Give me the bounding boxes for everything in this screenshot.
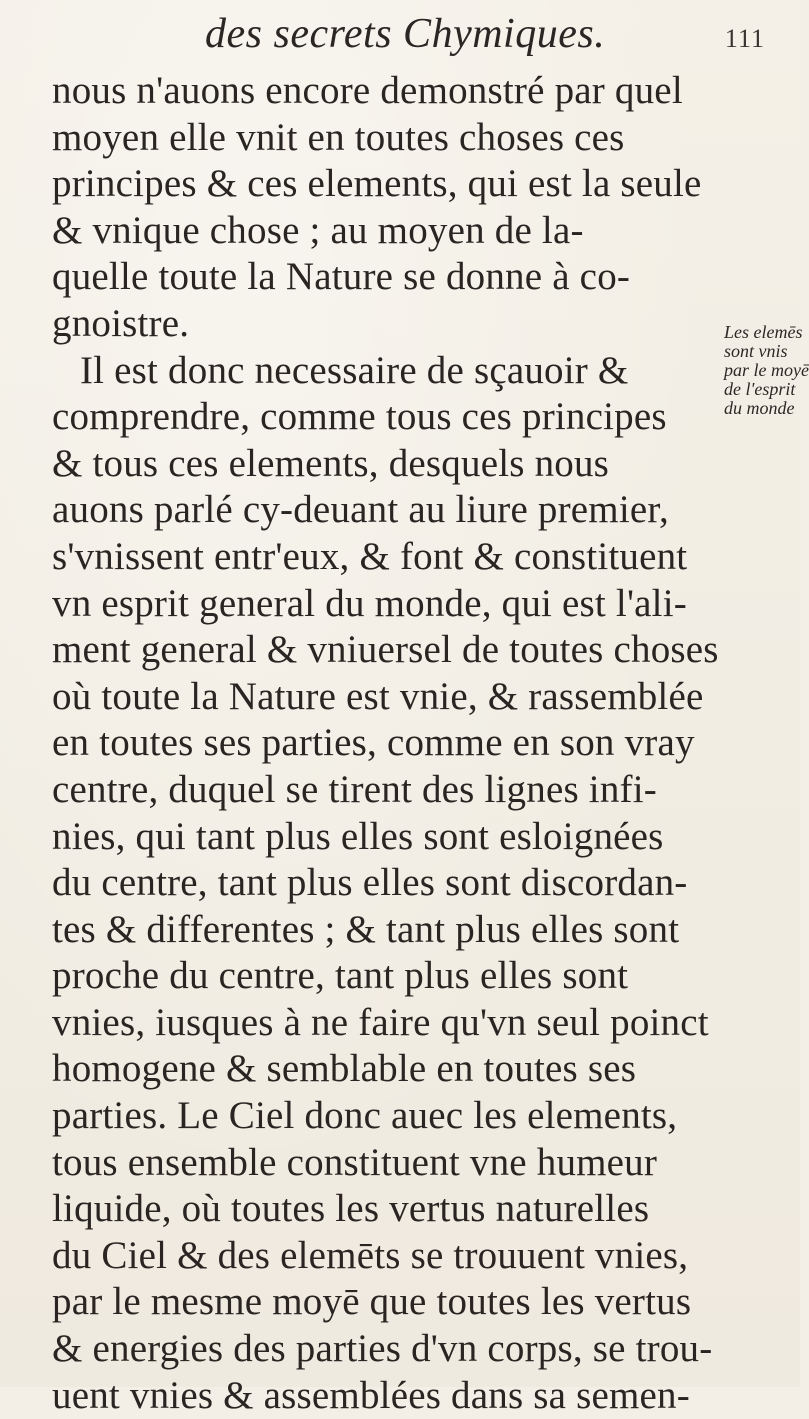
text-line: liquide, où toutes les vertus naturelles	[52, 1187, 650, 1231]
page-number: 111	[724, 24, 765, 53]
text-line: quelle toute la Nature se donne à co-	[52, 255, 631, 299]
text-line: Il est donc necessaire de sçauoir &	[80, 348, 629, 392]
text-line: gnoistre.	[52, 301, 190, 345]
text-line: & vnique chose ; au moyen de la-	[52, 208, 584, 252]
text-line: nous n'auons encore demonstré par quel	[52, 69, 683, 112]
text-line: uent vnies & assemblées dans sa semen-	[52, 1373, 690, 1417]
text-line: s'vnissent entr'eux, & font & constituent	[52, 534, 688, 578]
margin-note-line: du monde	[724, 398, 795, 418]
text-line: tes & differentes ; & tant plus elles sont	[52, 907, 680, 951]
text-line: moyen elle vnit en toutes choses ces	[52, 115, 625, 159]
text-line: principes & ces elements, qui est la seule	[52, 162, 702, 206]
text-line: par le mesme moyē que toutes les vertus	[52, 1280, 692, 1324]
text-line: du centre, tant plus elles sont discordan-	[52, 861, 688, 905]
margin-note-line: Les elemēs	[724, 322, 803, 342]
text-line: parties. Le Ciel donc auec les elements,	[52, 1094, 678, 1138]
margin-note-line: sont vnis	[724, 341, 788, 361]
text-line: vnies, iusques à ne faire qu'vn seul poinct	[52, 1000, 709, 1044]
text-line: comprendre, comme tous ces principes	[52, 395, 667, 439]
text-line: où toute la Nature est vnie, & rassemblée	[52, 674, 704, 718]
text-line: ment general & vniuersel de toutes choses	[52, 628, 719, 672]
text-line: proche du centre, tant plus elles sont	[52, 954, 629, 998]
text-line: & tous ces elements, desquels nous	[52, 441, 610, 485]
text-line: tous ensemble constituent vne humeur	[52, 1140, 658, 1184]
text-line: nies, qui tant plus elles sont esloignées	[52, 814, 664, 858]
text-line: homogene & semblable en toutes ses	[52, 1047, 637, 1091]
page-header	[205, 10, 765, 70]
text-line: du Ciel & des elemēts se trouuent vnies,	[52, 1233, 689, 1277]
text-line: vn esprit general du monde, qui est l'ali-	[52, 581, 687, 625]
body-text	[52, 68, 719, 1419]
margin-note-line: par le moyē	[724, 360, 809, 380]
text-line: auons parlé cy-deuant au liure premier,	[52, 488, 669, 532]
text-line: & energies des parties d'vn corps, se trou-	[52, 1327, 713, 1371]
text-line: centre, duquel se tirent des lignes infi-	[52, 767, 657, 811]
margin-note	[724, 322, 809, 418]
running-title: des secrets Chymiques.	[205, 11, 606, 57]
margin-note-line: de l'esprit	[724, 379, 796, 399]
text-line: en toutes ses parties, comme en son vray	[52, 721, 695, 765]
